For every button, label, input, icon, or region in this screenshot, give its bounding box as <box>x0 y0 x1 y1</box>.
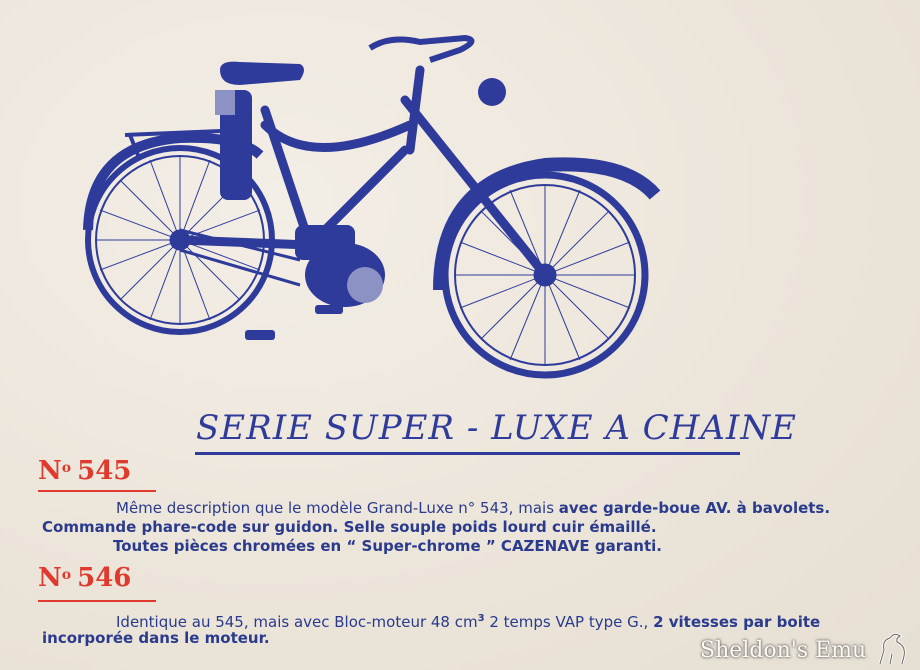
pedals <box>245 305 343 340</box>
ordinal-mark: o <box>61 460 72 476</box>
description-line <box>113 536 662 556</box>
text-run-bold: Commande phare-code sur guidon. Selle souple poids lourd cuir émaillé. <box>42 518 657 536</box>
model-number: 545 <box>77 456 132 486</box>
emu-icon <box>872 630 912 666</box>
moped-illustration <box>80 30 680 400</box>
model-number-545 <box>38 456 131 486</box>
text-run: Identique au 545, mais avec Bloc-moteur 48 cm <box>116 613 478 631</box>
superscript-run: 3 <box>477 613 485 624</box>
saddle <box>220 62 304 85</box>
headlamp <box>478 78 506 106</box>
text-run-bold: Toutes pièces chromées en “ Super-chrome ” CAZENAVE garanti. <box>113 537 662 555</box>
text-run-bold: 2 vitesses par boite <box>653 613 821 631</box>
text-run: Même description que le modèle Grand-Luxe n° 543, mais <box>116 499 559 517</box>
front-wheel <box>440 164 655 375</box>
engine-block <box>295 225 385 307</box>
text-run-bold: incorporée dans le moteur. <box>42 629 270 647</box>
description-line <box>42 628 270 648</box>
text-run: 2 temps VAP type G., <box>484 613 654 631</box>
watermark-text: Sheldon's Emu <box>700 638 867 663</box>
description-line <box>42 517 657 537</box>
handlebar <box>370 38 471 60</box>
model-546-underline <box>38 600 156 602</box>
model-number-546 <box>38 563 131 593</box>
description-line <box>116 498 830 518</box>
series-heading: SERIE SUPER - LUXE A CHAINE <box>196 408 797 448</box>
ordinal-mark: o <box>61 567 72 583</box>
model-number: 546 <box>77 563 132 593</box>
number-prefix: N <box>38 456 62 486</box>
number-prefix: N <box>38 563 62 593</box>
heading-underline <box>195 452 740 455</box>
text-run-bold: avec garde-boue AV. à bavolets. <box>558 499 831 517</box>
model-545-underline <box>38 490 156 492</box>
